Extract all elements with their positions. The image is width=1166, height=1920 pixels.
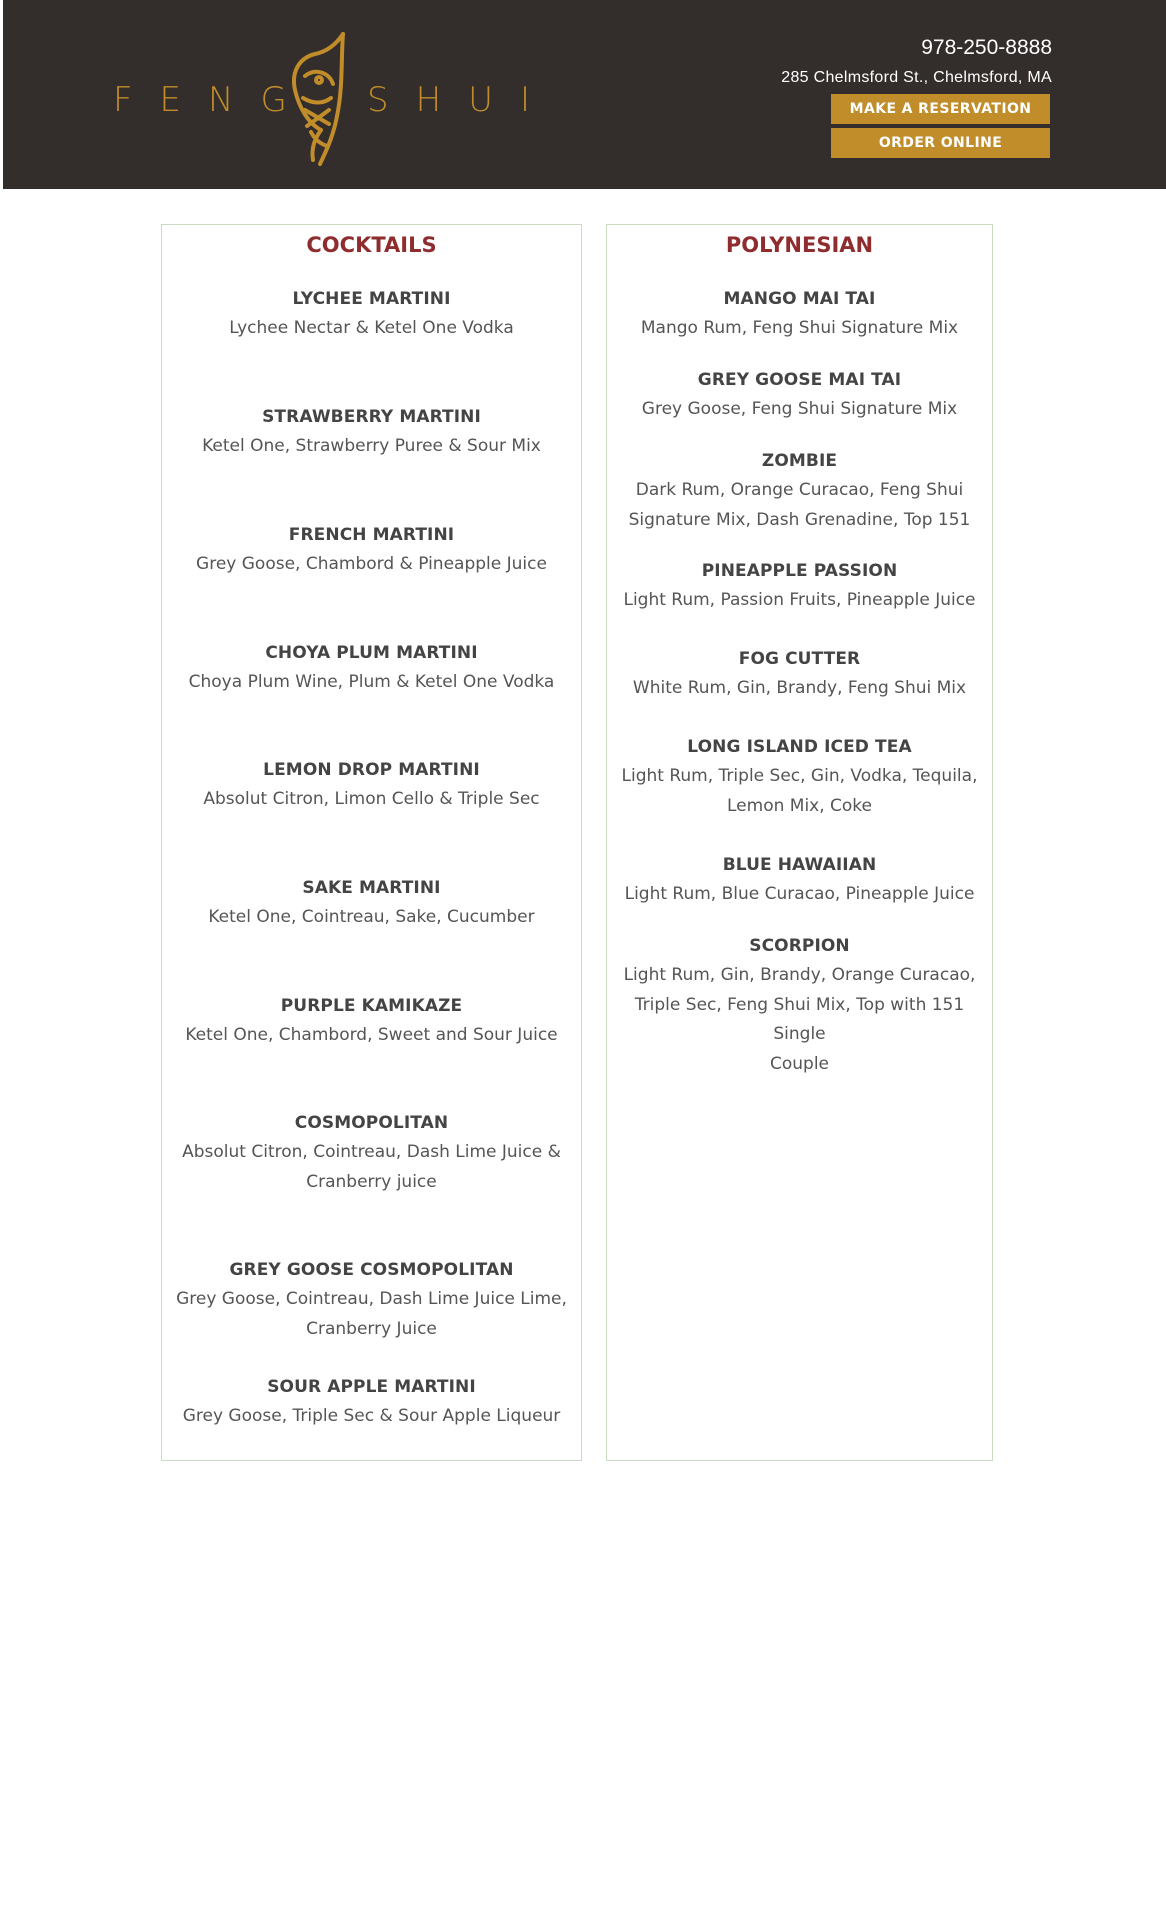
list-item [162, 1256, 581, 1344]
list-item [162, 992, 581, 1051]
drink-name: COSMOPOLITAN [294, 1113, 449, 1133]
list-item [607, 733, 992, 821]
drink-name: LYCHEE MARTINI [292, 289, 451, 309]
list-item [162, 874, 581, 933]
drink-description: Ketel One, Chambord, Sweet and Sour Juice [185, 1025, 558, 1045]
cocktails-title: COCKTAILS [306, 233, 437, 257]
drink-description: Light Rum, Blue Curacao, Pineapple Juice [624, 884, 975, 904]
list-item [607, 366, 992, 425]
drink-description: Grey Goose, Triple Sec & Sour Apple Liqueur [182, 1406, 561, 1426]
drink-description: Choya Plum Wine, Plum & Ketel One Vodka [188, 672, 555, 692]
drink-description: Light Rum, Gin, Brandy, Orange Curacao, Triple Sec, Feng Shui Mix, Top with 151 Single Couple [623, 965, 976, 1074]
list-item [162, 1373, 581, 1432]
drink-name: PINEAPPLE PASSION [701, 561, 898, 581]
fish-logo-icon [285, 28, 355, 168]
list-item [162, 521, 581, 580]
drink-name: MANGO MAI TAI [723, 289, 876, 309]
drink-description: Ketel One, Strawberry Puree & Sour Mix [202, 436, 541, 456]
drink-description: Ketel One, Cointreau, Sake, Cucumber [208, 907, 535, 927]
drink-name: ZOMBIE [761, 451, 838, 471]
drink-description: Grey Goose, Cointreau, Dash Lime Juice Lime, Cranberry Juice [176, 1289, 567, 1339]
phone-number[interactable]: 978-250-8888 [921, 36, 1052, 59]
list-item [162, 756, 581, 815]
list-item [607, 851, 992, 910]
drink-name: PURPLE KAMIKAZE [280, 996, 463, 1016]
drink-name: SOUR APPLE MARTINI [267, 1377, 476, 1397]
address: 285 Chelmsford St., Chelmsford, MA [781, 69, 1052, 86]
drink-name: GREY GOOSE MAI TAI [697, 370, 902, 390]
drink-name: BLUE HAWAIIAN [722, 855, 877, 875]
list-item [162, 403, 581, 462]
list-item [162, 285, 581, 344]
list-item [607, 557, 992, 616]
drink-description: White Rum, Gin, Brandy, Feng Shui Mix [632, 678, 967, 698]
drink-description: Absolut Citron, Cointreau, Dash Lime Juice & Cranberry juice [182, 1142, 561, 1192]
drink-name: CHOYA PLUM MARTINI [265, 643, 478, 663]
drink-name: LONG ISLAND ICED TEA [687, 737, 912, 757]
drink-name: GREY GOOSE COSMOPOLITAN [229, 1260, 514, 1280]
list-item [607, 285, 992, 344]
drink-name: FOG CUTTER [738, 649, 861, 669]
polynesian-title: POLYNESIAN [725, 233, 874, 257]
drink-name: LEMON DROP MARTINI [263, 760, 480, 780]
cocktails-column [161, 224, 582, 1461]
drink-name: SCORPION [749, 936, 850, 956]
drink-description: Grey Goose, Chambord & Pineapple Juice [196, 554, 547, 574]
make-reservation-button[interactable]: MAKE A RESERVATION [831, 94, 1050, 124]
drink-description: Grey Goose, Feng Shui Signature Mix [641, 399, 958, 419]
list-item [162, 1109, 581, 1197]
drink-description: Absolut Citron, Limon Cello & Triple Sec [203, 789, 540, 809]
order-online-button[interactable]: ORDER ONLINE [831, 128, 1050, 158]
drink-description: Dark Rum, Orange Curacao, Feng Shui Signature Mix, Dash Grenadine, Top 151 [628, 480, 971, 530]
feng-shui-logo[interactable] [113, 28, 558, 168]
drink-description: Mango Rum, Feng Shui Signature Mix [640, 318, 959, 338]
list-item [162, 639, 581, 698]
drink-name: STRAWBERRY MARTINI [262, 407, 481, 427]
drink-description: Light Rum, Passion Fruits, Pineapple Juice [623, 590, 976, 610]
logo-word-right: SHUI [367, 80, 558, 120]
list-item [607, 447, 992, 535]
drink-name: FRENCH MARTINI [288, 525, 455, 545]
list-item [607, 932, 992, 1079]
drink-name: SAKE MARTINI [302, 878, 441, 898]
polynesian-column [606, 224, 993, 1461]
list-item [607, 645, 992, 704]
drink-description: Lychee Nectar & Ketel One Vodka [229, 318, 514, 338]
logo-word-left: FENG [113, 80, 314, 120]
drink-description: Light Rum, Triple Sec, Gin, Vodka, Tequila, Lemon Mix, Coke [621, 766, 978, 816]
